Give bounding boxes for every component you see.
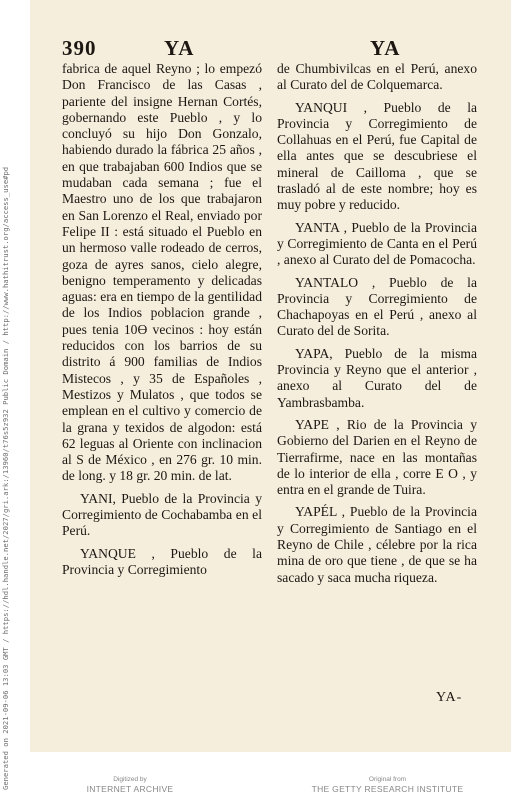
left-column — [62, 61, 262, 584]
footer-original-from — [305, 776, 470, 795]
entry-yani: YANI, Pueblo de la Provincia y Corregimiento de Cochabamba en el Perú. — [62, 490, 262, 539]
entry-yapel: YAPÉL , Pueblo de la Provincia y Corregimiento de Santiago en el Reyno de Chile , célebre por la rica mina de oro que tiene , de que se ha sacado y saca mucha riqueza. — [277, 504, 477, 585]
right-column-head: YA — [370, 36, 401, 60]
footer-getty-institute: THE GETTY RESEARCH INSTITUTE — [311, 784, 464, 794]
entry-yanque: YANQUE , Pueblo de la Provincia y Corregimiento — [62, 545, 262, 577]
paragraph-yanque-continued: de Chumbivilcas en el Perú, anexo al Curato del de Colquemarca. — [277, 61, 477, 93]
entry-yantalo: YANTALO , Pueblo de la Provincia y Corregimiento de Chachapoyas en el Perú , anexo al Curato del de Sorita. — [277, 274, 477, 339]
digitization-footer — [0, 776, 511, 800]
running-header — [62, 36, 472, 60]
entry-yanta: YANTA , Pueblo de la Provincia y Corregimiento de Canta en el Perú , anexo al Curato del de Pomacocha. — [277, 219, 477, 268]
footer-original-label: Original from — [368, 776, 407, 783]
footer-digitized-by — [70, 776, 190, 795]
footer-digitized-label: Digitized by — [113, 776, 147, 783]
catchword: YA- — [436, 690, 463, 705]
entry-yape: YAPE , Rio de la Provincia y Gobierno del Darien en el Reyno de Tierrafirme, nace en las montañas de lo interior de ella , corre E O , y entra en el grande de Tuira. — [277, 416, 477, 498]
hathitrust-margin-note: Generated on 2021-09-06 13:03 GMT / https://hdl.handle.net/2027/gri.ark:/13960/t76s5z932 Public Domain / http://www.hathitrust.org/access_use#pd — [1, 166, 10, 790]
entry-yapa: YAPA, Pueblo de la misma Provincia y Reyno que el anterior , anexo al Curato del de Yambrasbamba. — [277, 345, 477, 410]
footer-internet-archive: INTERNET ARCHIVE — [86, 784, 174, 794]
left-column-head: YA — [164, 36, 195, 60]
paragraph-yanguitlan-continued: fabrica de aquel Reyno ; lo empezó Don Francisco de las Casas , pariente del insigne Hernan Cortés, gobernando este Pueblo , y lo concluyó su hijo Don Gonzalo, habiendo durado la fábrica 25 años , en que trabajaban 600 Indios que se mudaban cada semana ; fue el Maestro uno de los que trabajaron en San Lorenzo el Real, enviado por Felipe II : está situado el Pueblo en un hermoso valle rodeado de cerros, goza de ayres sanos, cielo alegre, benigno temperamento y delicadas aguas: era en tiempo de la gentilidad de los Indios poblacion grande , pues tenia 10ϴ vecinos : hoy están reducidos con los barrios de su distrito á 900 familias de Indios Mistecos , y 35 de Españoles , Mestizos y Mulatos , que todos se emplean en el cultivo y comercio de la grana y texidos de algodon: está 62 leguas al Oriente con inclinacion al S de México , en 276 gr. 10 min. de long. y 18 gr. 20 min. de lat. — [62, 61, 262, 484]
page-number: 390 — [62, 36, 97, 60]
right-column — [277, 61, 477, 592]
entry-yanqui: YANQUI , Pueblo de la Provincia y Corregimiento de Collahuas en el Perú, fue Capital de ella antes que se descubriese el mineral de Cailloma , que se trasladó al de este nombre; hoy es muy pobre y reducido. — [277, 99, 477, 213]
